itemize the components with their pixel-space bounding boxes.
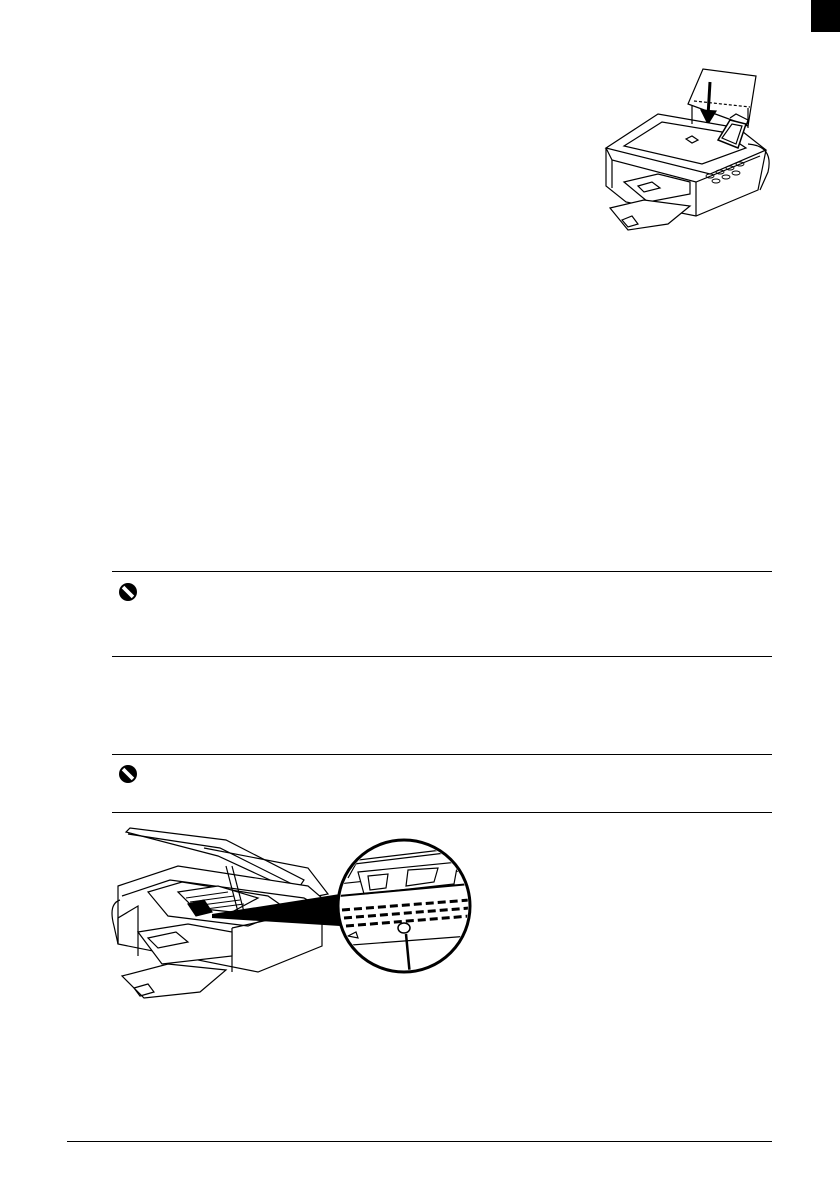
printer-loading-paper-illustration (598, 64, 776, 242)
note-1-top-rule (112, 571, 772, 572)
printer-cleaning-illustration (108, 826, 478, 1002)
chapter-tab (811, 0, 840, 32)
note-1-bottom-rule (112, 656, 772, 657)
footer-rule (67, 1141, 772, 1142)
important-icon (118, 582, 138, 602)
important-icon (118, 764, 138, 784)
note-2-bottom-rule (112, 812, 772, 813)
note-2-top-rule (112, 754, 772, 755)
